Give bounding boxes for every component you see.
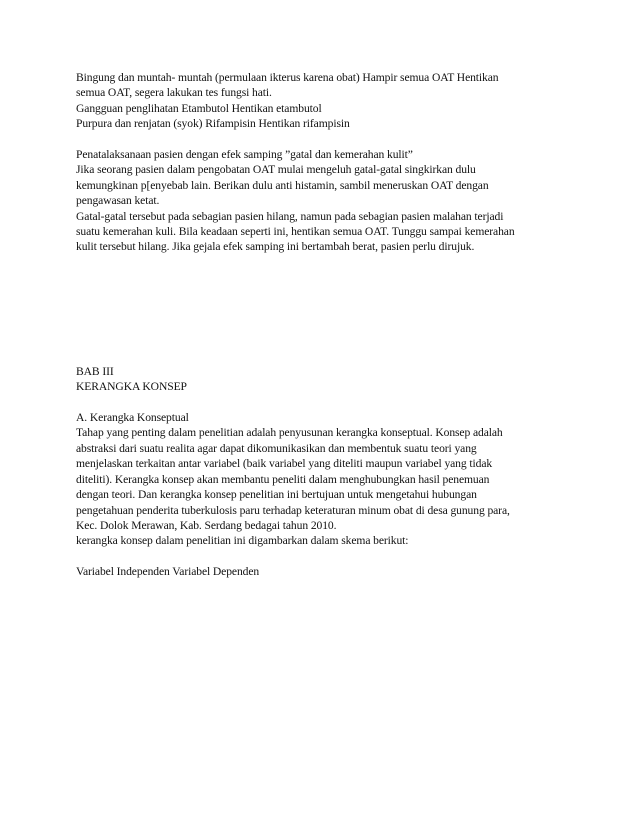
paragraph-heading: Penatalaksanaan pasien dengan efek samping ”gatal dan kemerahan kulit”: [76, 148, 413, 162]
text-line: Jika seorang pasien dalam pengobatan OAT mulai mengeluh gatal-gatal singkirkan dulu: [76, 163, 476, 177]
chapter-title: KERANGKA KONSEP: [76, 380, 187, 394]
text-line: semua OAT, segera lakukan tes fungsi hati.: [76, 86, 272, 100]
text-line: kemungkinan p[enyebab lain. Berikan dulu anti histamin, sambil meneruskan OAT dengan: [76, 178, 489, 192]
text-line: Gangguan penglihatan Etambutol Hentikan etambutol: [76, 101, 322, 115]
text-line: Purpura dan renjatan (syok) Rifampisin Hentikan rifampisin: [76, 117, 350, 131]
text-line: dengan teori. Dan kerangka konsep penelitian ini bertujuan untuk mengetahui hubungan: [76, 488, 477, 502]
text-line: Tahap yang penting dalam penelitian adalah penyusunan kerangka konseptual. Konsep adalah: [76, 426, 503, 440]
text-line: menjelaskan terkaitan antar variabel (baik variabel yang diteliti maupun variabel yang tidak: [76, 457, 493, 471]
section-heading: A. Kerangka Konseptual: [76, 411, 189, 425]
page-whitespace: [76, 255, 576, 364]
variables-text: Variabel Independen Variabel Dependen: [76, 565, 260, 579]
side-effects-table-text: [76, 70, 576, 132]
text-line: kulit tersebut hilang. Jika gejala efek samping ini bertambah berat, pasien perlu dirujuk.: [76, 240, 475, 254]
text-line: Bingung dan muntah- muntah (permulaan ikterus karena obat) Hampir semua OAT Hentikan: [76, 71, 499, 84]
text-line: suatu kemerahan kuli. Bila keadaan seperti ini, hentikan semua OAT. Tunggu sampai kemerahan: [76, 225, 515, 239]
text-line: Kec. Dolok Merawan, Kab. Serdang bedagai tahun 2010.: [76, 518, 337, 532]
paragraph-gap: [76, 549, 576, 564]
paragraph-gap: [76, 395, 576, 410]
text-line: pengetahuan penderita tuberkulosis paru terhadap keteraturan minum obat di desa gunung para,: [76, 503, 510, 517]
text-line: pengawasan ketat.: [76, 194, 160, 208]
text-line: diteliti). Kerangka konsep akan membantu peneliti dalam menghubungkan hasil penemuan: [76, 472, 490, 486]
chapter-heading: [76, 364, 576, 395]
text-line: kerangka konsep dalam penelitian ini digambarkan dalam skema berikut:: [76, 534, 409, 548]
text-line: abstraksi dari suatu realita agar dapat dikomunikasikan dan membentuk suatu teori yang: [76, 441, 477, 455]
paragraph-gap: [76, 132, 576, 147]
chapter-number: BAB III: [76, 364, 114, 378]
conceptual-framework-section: [76, 410, 576, 549]
management-paragraph: [76, 147, 576, 255]
document-page: [76, 70, 576, 580]
variables-line: [76, 564, 576, 579]
text-line: Gatal-gatal tersebut pada sebagian pasien hilang, namun pada sebagian pasien malahan terjadi: [76, 209, 504, 223]
